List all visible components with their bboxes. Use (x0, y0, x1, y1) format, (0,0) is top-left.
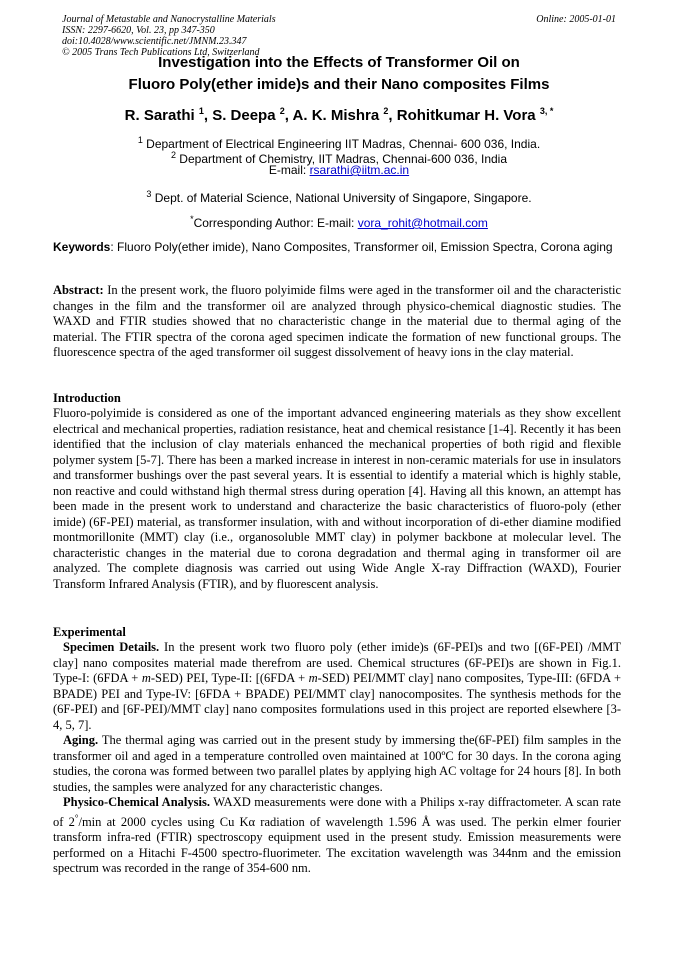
affiliation-1: $^1$ Department of Electrical Engineering IIT Madras, Chennai- 600 036, India. (137, 135, 541, 151)
aging-label: Aging. (63, 733, 99, 747)
introduction-heading: Introduction (53, 391, 121, 405)
physico-chemical-paragraph: Physico-Chemical Analysis. WAXD measurements were done with a Philips x-ray diffractometer. A scan rate of 2°/min at 2000 cycles using Cu Kα radiation of wavelength 1.596 Å was used. The perkin elmer fourier transform infra-red (FTIR) spectroscopy equipment used in the present study. Emission measurements were performed on a Hitachi F-4500 spectro-fluorimeter. The excitation wavelength was 344nm and the emission spectrum was recorded in the range of 354-600 nm. (53, 795, 621, 876)
corresponding-email-link[interactable]: vora_rohit@hotmail.com (357, 216, 488, 230)
specimen-paragraph: Specimen Details. In the present work two fluoro poly (ether imide)s (6F-PEI)s and two [(6F-PEI) /MMT clay] nano composites material made therefrom are used. Chemical structures (6F-PEI)s are shown in Fig.1. Type-I: (6FDA + m-SED) PEI, Type-II: [(6FDA + m-SED) PEI/MMT clay] nano composites, Type-III: (6FDA + BPADE) PEI and Type-IV: [6FDA + BPADE) PEI/MMT clay] nanocomposites. The synthesis methods for the (6F-PEI) and [6F-PEI)/MMT clay] nano composites formulations used in this project are reported elsewhere [3-4, 5, 7]. (53, 640, 622, 732)
keywords (53, 239, 623, 255)
paper-title-line2: Fluoro Poly(ether imide)s and their Nano composites Films (128, 76, 550, 93)
copyright-line: © 2005 Trans Tech Publications Ltd, Switzerland (62, 47, 260, 58)
author-name: R. Sarathi (124, 107, 199, 124)
author-affil-sup: 2 (383, 106, 389, 116)
author-list (0, 101, 678, 126)
issn-line: ISSN: 2297-6620, Vol. 23, pp 347-350 (62, 25, 215, 36)
email-link[interactable]: rsarathi@iitm.ac.in (309, 163, 410, 177)
specimen-label: Specimen Details. (63, 640, 160, 654)
abstract-label: Abstract: (53, 283, 104, 297)
affiliation-2: $^2$ Department of Chemistry, IIT Madras, Chennai-600 036, India (170, 150, 508, 166)
introduction-text: Fluoro-polyimide is considered as one of the important advanced engineering materials as they show excellent electrical and mechanical properties, radiation resistance, heat and chemical resistance [1-4]. Recently it has been identified that the inclusion of clay materials enhanced the mechanical properties of both rigid and flexible polymer system [5-7]. There has been a marked increase in interest in non-ceramic materials for use in insulators and transformer bushings over the past several years. It is essential to identify a material which is highly stable, non reactive and could withstand high thermal stress during operation [4]. Having all this known, an attempt has been made in the present work to understand and characterize the basic characteristics of fluoro-poly (ether imide) (6F-PEI) material, as transformer insulation, with and without incorporation of di-ether diamine modified montmorillonite (MMT) clay (i.e., organosoluble MMT clay) in polymer backbone at molecular level. The characteristic changes in the material due to corona degradation and thermal aging in transformer oil are analyzed. The complete diagnosis was carried out using Wide Angle X-ray Diffraction (WAXD), Fourier Transform Infrared Analysis (FTIR), and by fluorescent analysis. (53, 406, 621, 591)
keywords-label: Keywords (53, 240, 111, 254)
abstract-text: In the present work, the fluoro polyimide films were aged in the transformer oil and the characteristic changes in the film and the transformer oil are analyzed through physico-chemical diagnostic studies. The WAXD and FTIR studies showed that no characteristic change in the material due to thermal aging of the material. The FTIR spectra of the corona aged specimen indicate the formation of new functional groups. The fluorescence spectra of the aged transformer oil suggest dissolvement of heavy ions in the clay material. (53, 283, 621, 359)
abstract (53, 283, 621, 361)
aging-paragraph: Aging. The thermal aging was carried out in the present study by immersing the(6F-PEI) film samples in the transformer oil and aged in a temperature controlled oven maintained at 100ºC for 30 days. In the corona aging studies, the corona was formed between two parallel plates by applying high AC voltage for 24 hours [8]. In both studies, the samples were analyzed for any characteristic changes. (53, 733, 621, 794)
keywords-text: : Fluoro Poly(ether imide), Nano Composites, Transformer oil, Emission Spectra, Corona aging (110, 240, 613, 254)
affiliation-email: E-mail: rsarathi@iitm.ac.in (268, 163, 410, 177)
author-name: , S. Deepa (203, 107, 280, 124)
author-name: , A. K. Mishra (284, 107, 384, 124)
online-date: Online: 2005-01-01 (536, 14, 616, 25)
author-affil-sup: 2 (279, 106, 285, 116)
author-name: , Rohitkumar H. Vora (388, 107, 540, 124)
physico-label: Physico-Chemical Analysis. (63, 795, 210, 809)
experimental-heading: Experimental (53, 625, 126, 639)
author-affil-sup: 3, * (539, 106, 554, 116)
author-affil-sup: 1 (198, 106, 204, 116)
journal-header (62, 14, 616, 58)
affiliation-3: $^3$ Dept. of Material Science, National University of Singapore, Singapore. (146, 189, 532, 205)
journal-name: Journal of Metastable and Nanocrystalline Materials (62, 14, 276, 25)
corresponding-author: *Corresponding Author: E-mail: vora_rohit@hotmail.com (190, 214, 488, 230)
paper-title-line1: Investigation into the Effects of Transformer Oil on (158, 56, 520, 71)
doi-line: doi:10.4028/www.scientific.net/JMNM.23.347 (62, 36, 247, 47)
